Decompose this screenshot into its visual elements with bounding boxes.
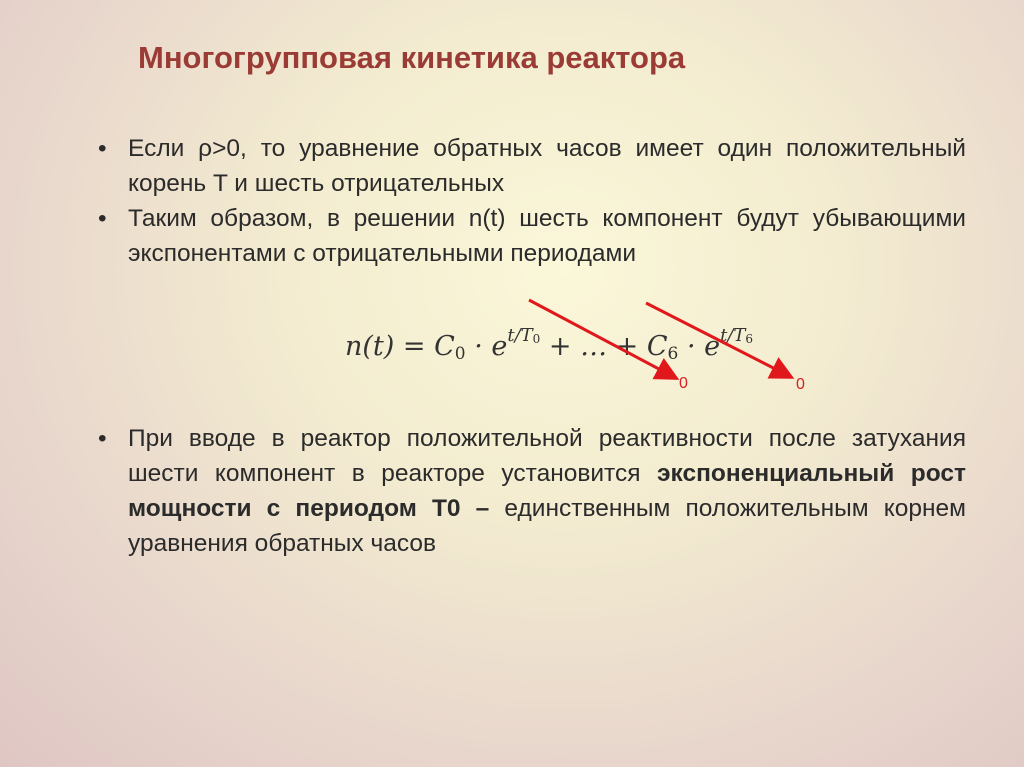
arrow-strike-2 xyxy=(646,303,789,376)
formula-c6: C xyxy=(646,331,668,362)
bullet-text-1: Если ρ>0, то уравнение обратных часов имеет один положительный корень T и шесть отрицательных xyxy=(128,135,966,197)
bullet-dot-icon: • xyxy=(98,425,107,452)
bullet-item-3-body xyxy=(96,421,966,561)
formula-exp1-sub: 0 xyxy=(532,332,541,346)
formula-lhs: n(t) = xyxy=(345,331,435,362)
bullet-item-3 xyxy=(96,421,966,561)
annotation-zero-2: 0 xyxy=(796,376,805,393)
bullet-3-bold: экспоненциальный рост мощности с периодом T0 – xyxy=(128,460,966,522)
formula-c0: C xyxy=(434,331,455,362)
formula-exp2-text: t/T xyxy=(720,325,746,346)
bullet-dot-icon: • xyxy=(98,205,107,232)
formula-exp2-sub: 6 xyxy=(745,332,754,346)
bullet-3-part1: При вводе в реактор положительной реактивности после затухания шести компонент в реакторе установится xyxy=(128,425,966,487)
bullet-3-part2: единственным положительным корнем уравнения обратных часов xyxy=(128,495,966,557)
formula-middle: + … + xyxy=(540,331,647,362)
formula-c0-sub: 0 xyxy=(454,344,466,364)
bullet-dot-icon: • xyxy=(98,135,107,162)
formula-dot1: · e xyxy=(465,331,508,362)
slide-title: Многогрупповая кинетика реактора xyxy=(138,40,686,75)
formula-exp1-text: t/T xyxy=(507,325,533,346)
bullet-text-2: Таким образом, в решении n(t) шесть компонент будут убывающими экспонентами с отрицательными периодами xyxy=(128,205,966,267)
arrow-strike-1 xyxy=(529,300,674,377)
formula-c6-sub: 6 xyxy=(667,344,679,364)
formula-dot2: · e xyxy=(678,331,721,362)
annotation-zero-1: 0 xyxy=(679,375,688,392)
